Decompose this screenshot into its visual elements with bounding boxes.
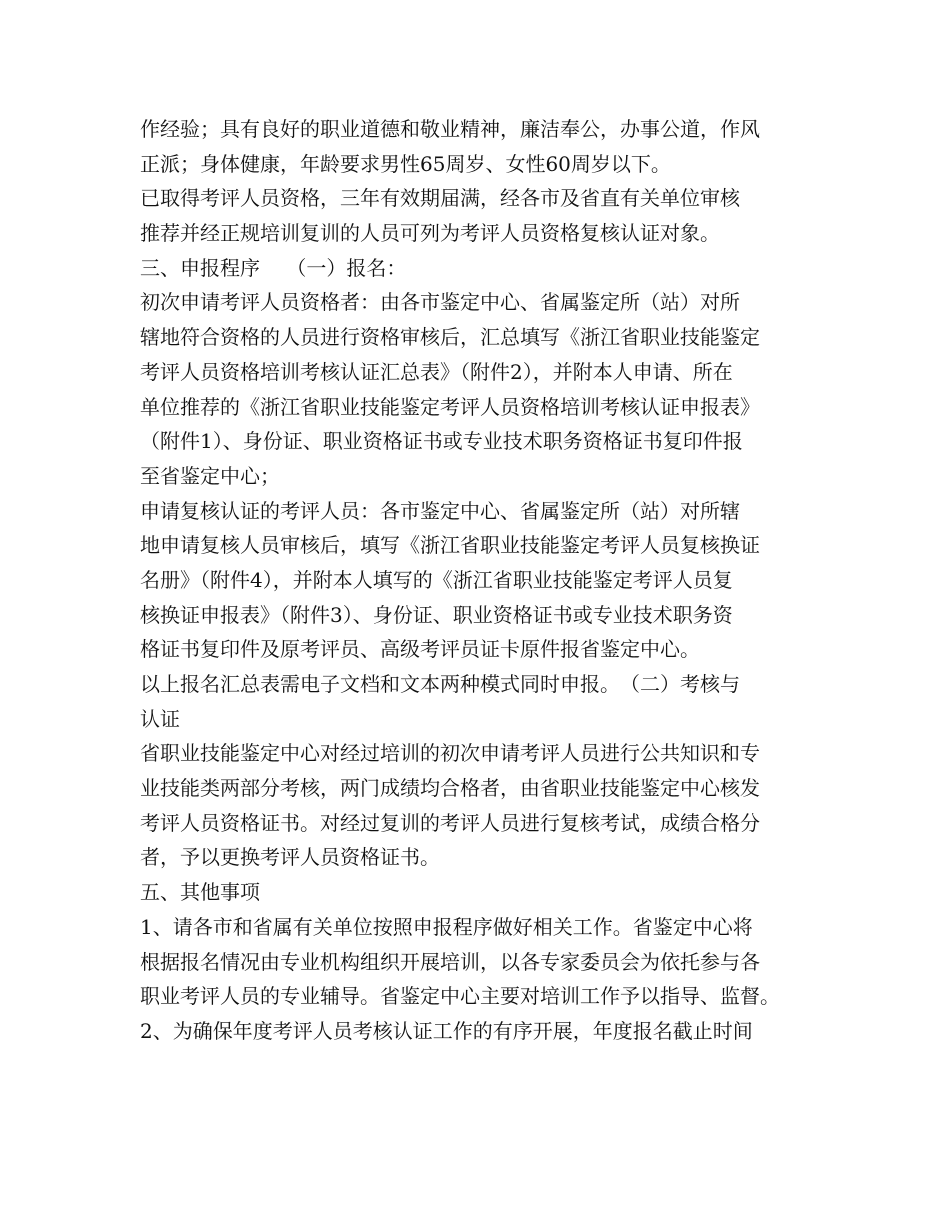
text-line: 申请复核认证的考评人员：各市鉴定中心、省属鉴定所（站）对所辖: [140, 498, 740, 523]
text-line: 名册》（附件4），并附本人填写的《浙江省职业技能鉴定考评人员复: [140, 567, 733, 592]
text-line: 单位推荐的《浙江省职业技能鉴定考评人员资格培训考核认证申报表》: [140, 394, 760, 419]
text-line: 核换证申报表》（附件3）、身份证、职业资格证书或专业技术职务资: [140, 602, 733, 627]
text-line: 已取得考评人员资格，三年有效期届满，经各市及省直有关单位审核: [140, 186, 740, 211]
text-line: 者，予以更换考评人员资格证书。: [140, 845, 440, 870]
text-line: 考评人员资格证书。对经过复训的考评人员进行复核考试，成绩合格分: [140, 810, 760, 835]
text-line: 业技能类两部分考核，两门成绩均合格者，由省职业技能鉴定中心核发: [140, 776, 760, 801]
document-body: [140, 112, 820, 1049]
text-line: 地申请复核人员审核后，填写《浙江省职业技能鉴定考评人员复核换证: [140, 533, 760, 558]
text-line: 推荐并经正规培训复训的人员可列为考评人员资格复核认证对象。: [140, 221, 720, 246]
text-line: （附件1）、身份证、职业资格证书或专业技术职务资格证书复印件报: [140, 429, 743, 454]
text-line: 至省鉴定中心；: [140, 463, 280, 488]
text-line: 辖地符合资格的人员进行资格审核后，汇总填写《浙江省职业技能鉴定: [140, 325, 760, 350]
text-line: 以上报名汇总表需电子文档和文本两种模式同时申报。 （二）考核与: [140, 672, 740, 696]
text-line: 省职业技能鉴定中心对经过培训的初次申请考评人员进行公共知识和专: [140, 741, 760, 766]
text-line: 2、为确保年度考评人员考核认证工作的有序开展，年度报名截止时间: [140, 1018, 753, 1043]
text-line: 作经验；具有良好的职业道德和敬业精神，廉洁奉公，办事公道，作风: [140, 117, 760, 141]
text-line: 1、请各市和省属有关单位按照申报程序做好相关工作。省鉴定中心将: [140, 914, 753, 939]
text-line: 职业考评人员的专业辅导。省鉴定中心主要对培训工作予以指导、监督。: [140, 984, 780, 1009]
text-line: 正派；身体健康，年龄要求男性65周岁、女性60周岁以下。: [140, 151, 671, 176]
section-heading: 五、其他事项: [140, 880, 260, 905]
text-line: 根据报名情况由专业机构组织开展培训，以各专家委员会为依托参与各: [140, 949, 760, 974]
text-line: 考评人员资格培训考核认证汇总表》（附件2），并附本人申请、所在: [140, 359, 733, 384]
text-line: 认证: [140, 706, 180, 731]
text-line: 初次申请考评人员资格者：由各市鉴定中心、省属鉴定所（站）对所: [140, 290, 740, 315]
text-line: 格证书复印件及原考评员、高级考评员证卡原件报省鉴定中心。: [140, 637, 700, 662]
section-heading: 三、申报程序 （一）报名：: [140, 255, 407, 280]
